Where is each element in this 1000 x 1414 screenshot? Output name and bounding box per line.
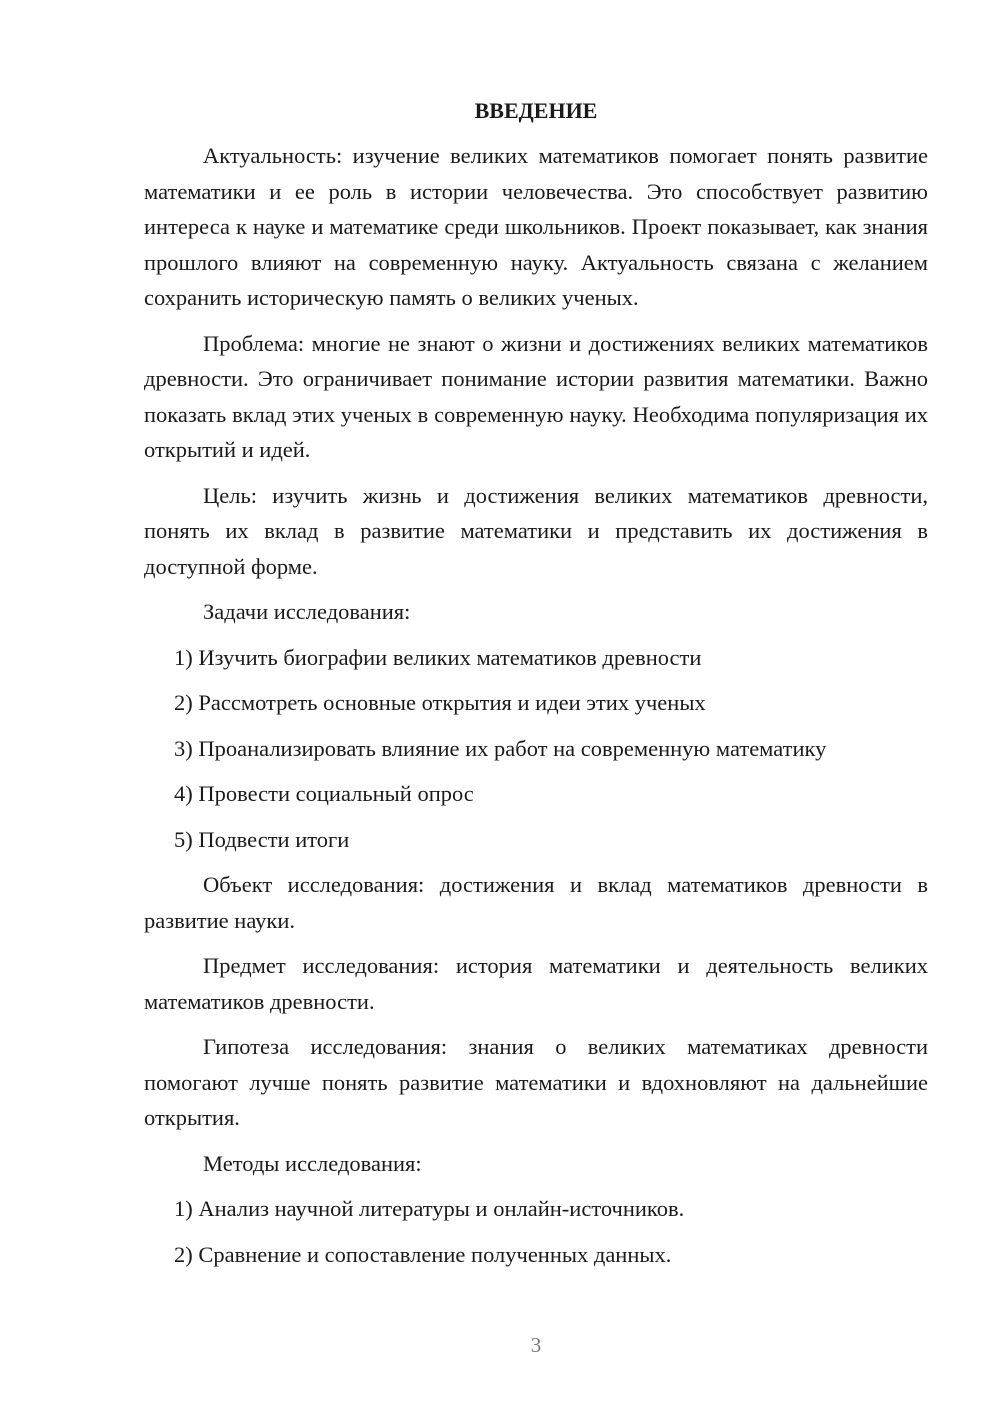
list-item: 2) Сравнение и сопоставление полученных данных. [174,1241,672,1267]
problem-paragraph: Проблема: многие не знают о жизни и достижениях великих математиков древности. Это ограничивает понимание истории развития математики. Важно показать вклад этих ученых в современную науку. Необходима популяризация их открытий и идей. [144,330,928,462]
list-item: 3) Проанализировать влияние их работ на современную математику [174,735,827,761]
goal-paragraph: Цель: изучить жизнь и достижения великих математиков древности, понять их вклад в развитие математики и представить их достижения в доступной форме. [144,482,928,579]
object-paragraph: Объект исследования: достижения и вклад математиков древности в развитие науки. [144,872,928,933]
hypothesis-paragraph: Гипотеза исследования: знания о великих математиках древности помогают лучше понять развитие математики и вдохновляют на дальнейшие открытия. [144,1034,928,1130]
list-item: 5) Подвести итоги [174,826,350,852]
page-number: 3 [530,1333,542,1357]
methods-list [144,1191,928,1272]
relevance-paragraph: Актуальность: изучение великих математиков помогает понять развитие математики и ее роль в истории человечества. Это способствует развитию интереса к науке и математике среди школьников. Проект показывает, как знания прошлого влияют на современную науку. Актуальность связана с желанием сохранить историческую память о великих ученых. [144,143,928,310]
subject-paragraph: Предмет исследования: история математики и деятельность великих математиков древности. [144,953,928,1014]
list-item: 1) Изучить биографии великих математиков древности [174,644,702,670]
list-item: 4) Провести социальный опрос [174,781,474,806]
document-page [144,96,928,1282]
list-item: 1) Анализ научной литературы и онлайн-источников. [174,1196,685,1221]
methods-heading: Методы исследования: [203,1150,422,1176]
list-item: 2) Рассмотреть основные открытия и идеи этих ученых [174,690,706,715]
page-title: ВВЕДЕНИЕ [474,98,598,123]
tasks-list [144,640,928,858]
tasks-heading: Задачи исследования: [203,599,411,624]
